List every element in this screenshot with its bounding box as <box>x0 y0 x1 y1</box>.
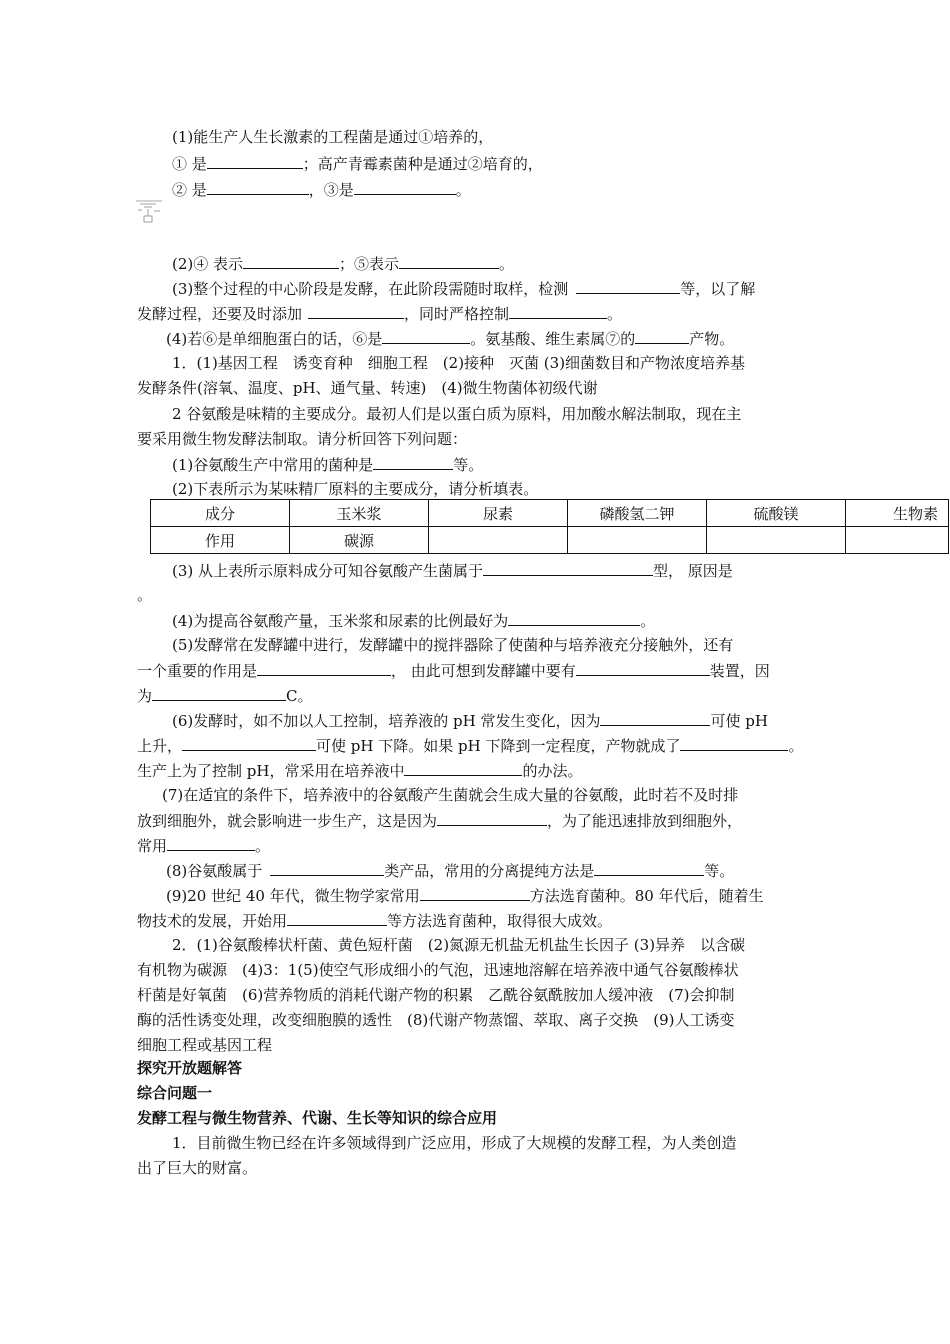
answer-blank <box>182 735 316 751</box>
ingredients-table <box>150 499 949 554</box>
answer-blank <box>576 278 680 294</box>
answer-2-line-2: 有机物为碳源 (4)3：1(5)使空气形成细小的气泡，迅速地溶解在培养液中通气谷氨酸棒状 <box>137 961 739 979</box>
answer-1-line-1: 1．(1)基因工程 诱变育种 细胞工程 (2)接种 灭菌 (3)细菌数目和产物浓度培养基 <box>172 354 746 372</box>
answer-blank <box>508 610 640 626</box>
q1-line: (1)能生产人生长激素的工程菌是通过①培养的， <box>172 128 494 146</box>
q2-1-line: (1)谷氨酸生产中常用的菌种是 等。 <box>172 456 484 474</box>
answer-blank <box>207 153 303 169</box>
answer-blank <box>167 835 255 851</box>
table-cell[interactable] <box>846 527 949 554</box>
paragraph-line-1: 1．目前微生物已经在许多领域得到广泛应用，形成了大规模的发酵工程，为人类创造 <box>172 1134 737 1152</box>
answer-2-line-1: 2．(1)谷氨酸棒状杆菌、黄色短杆菌 (2)氮源无机盐无机盐生长因子 (3)异养 以含碳 <box>172 936 746 954</box>
table-row <box>151 500 949 527</box>
q1-blank-line-1: ① 是 ；高产青霉素菌种是通过②培育的， <box>172 155 543 173</box>
section-heading: 探究开放题解答 <box>137 1059 243 1077</box>
q2-5-line-1: (5)发酵常在发酵罐中进行，发酵罐中的搅拌器除了使菌种与培养液充分接触外，还有 <box>172 636 734 654</box>
q2-5-line-2: 一个重要的作用是 ， 由此可想到发酵罐中要有 装置，因 <box>137 662 770 680</box>
table-cell: 碳源 <box>290 527 429 554</box>
q4-line: (4)若⑥是单细胞蛋白的话，⑥是 。氨基酸、维生素属⑦的 产物。 <box>166 330 735 348</box>
table-row <box>151 527 949 554</box>
paragraph-line-2: 出了巨大的财富。 <box>137 1159 258 1177</box>
table-cell: 硫酸镁 <box>707 500 846 527</box>
answer-blank <box>270 860 384 876</box>
answer-blank <box>635 328 689 344</box>
answer-blank <box>308 303 404 319</box>
q2-6-line-1: (6)发酵时，如不加以人工控制，培养液的 pH 常发生变化，因为 可使 pH <box>172 712 768 730</box>
q2-2-line: (2)下表所示为某味精厂原料的主要成分，请分析填表。 <box>172 480 539 498</box>
q2-7-line-2: 放到细胞外，就会影响进一步生产，这是因为 ，为了能迅速排放到细胞外， <box>137 812 743 830</box>
q2-7-line-3: 常用 。 <box>137 837 271 855</box>
table-cell[interactable] <box>707 527 846 554</box>
q1-blank-line-2: ② 是 ，③是 。 <box>172 181 471 199</box>
q3-line-2: 发酵过程，还要及时添加 ，同时严格控制 。 <box>137 305 623 323</box>
answer-2-line-4: 酶的活性诱变处理，改变细胞膜的透性 (8)代谢产物蒸馏、萃取、离子交换 (9)人工诱变 <box>137 1011 735 1029</box>
answer-blank <box>152 685 286 701</box>
answer-blank <box>600 710 710 726</box>
answer-2-line-3: 杆菌是好氧菌 (6)营养物质的消耗代谢产物的积累 乙酰谷氨酰胺加人缓冲液 (7)会抑制 <box>137 986 735 1004</box>
table-cell[interactable] <box>429 527 568 554</box>
q2-8-line: (8)谷氨酸属于 类产品，常用的分离提纯方法是 等。 <box>166 862 735 880</box>
table-cell: 生物素 <box>846 500 949 527</box>
q2-line: (2)④ 表示 ；⑤表示 。 <box>172 255 515 273</box>
answer-blank <box>257 660 391 676</box>
process-diagram-thumbnail <box>132 198 166 226</box>
q3-line-1: (3)整个过程的中心阶段是发酵，在此阶段需随时取样，检测 等，以了解 <box>172 280 756 298</box>
q2-intro-line-2: 要采用微生物发酵法制取。请分析回答下列问题： <box>137 430 468 448</box>
answer-blank <box>382 328 470 344</box>
q2-5-line-3: 为 C。 <box>137 687 313 705</box>
answer-blank <box>483 560 653 576</box>
answer-blank <box>287 910 387 926</box>
table-cell: 成分 <box>151 500 290 527</box>
q2-9-line-2: 物技术的发展，开始用 等方法选育菌种，取得很大成效。 <box>137 912 613 930</box>
q2-3-line-2: 。 <box>137 586 153 604</box>
q2-intro-line-1: 2 谷氨酸是味精的主要成分。最初人们是以蛋白质为原料，用加酸水解法制取，现在主 <box>172 405 742 423</box>
section-topic-heading: 发酵工程与微生物营养、代谢、生长等知识的综合应用 <box>137 1109 498 1127</box>
answer-blank <box>373 454 453 470</box>
q2-7-line-1: (7)在适宜的条件下，培养液中的谷氨酸产生菌就会生成大量的谷氨酸，此时若不及时排 <box>162 786 739 804</box>
q2-6-line-3: 生产上为了控制 pH，常采用在培养液中 的办法。 <box>137 762 583 780</box>
answer-blank <box>207 179 309 195</box>
answer-blank <box>420 885 530 901</box>
answer-blank <box>404 760 522 776</box>
answer-blank <box>576 660 710 676</box>
answer-blank <box>437 810 547 826</box>
table-cell: 作用 <box>151 527 290 554</box>
answer-1-line-2: 发酵条件(溶氧、温度、pH、通气量、转速) (4)微生物菌体初级代谢 <box>137 379 598 397</box>
q2-9-line-1: (9)20 世纪 40 年代，微生物学家常用 方法选育菌种。80 年代后，随着生 <box>166 887 764 905</box>
answer-blank <box>243 253 339 269</box>
table-cell[interactable] <box>568 527 707 554</box>
section-subheading: 综合问题一 <box>137 1084 213 1102</box>
answer-2-line-5: 细胞工程或基因工程 <box>137 1036 273 1054</box>
table-cell: 玉米浆 <box>290 500 429 527</box>
q2-3-line: (3) 从上表所示原料成分可知谷氨酸产生菌属于 型， 原因是 <box>172 562 733 580</box>
answer-blank <box>594 860 704 876</box>
answer-blank <box>399 253 499 269</box>
answer-blank <box>680 735 788 751</box>
answer-blank <box>354 179 456 195</box>
q2-6-line-2: 上升， 可使 pH 下降。如果 pH 下降到一定程度，产物就成了 。 <box>137 737 804 755</box>
q2-4-line: (4)为提高谷氨酸产量，玉米浆和尿素的比例最好为 。 <box>172 612 656 630</box>
answer-blank <box>509 303 607 319</box>
table-cell: 尿素 <box>429 500 568 527</box>
table-cell: 磷酸氢二钾 <box>568 500 707 527</box>
